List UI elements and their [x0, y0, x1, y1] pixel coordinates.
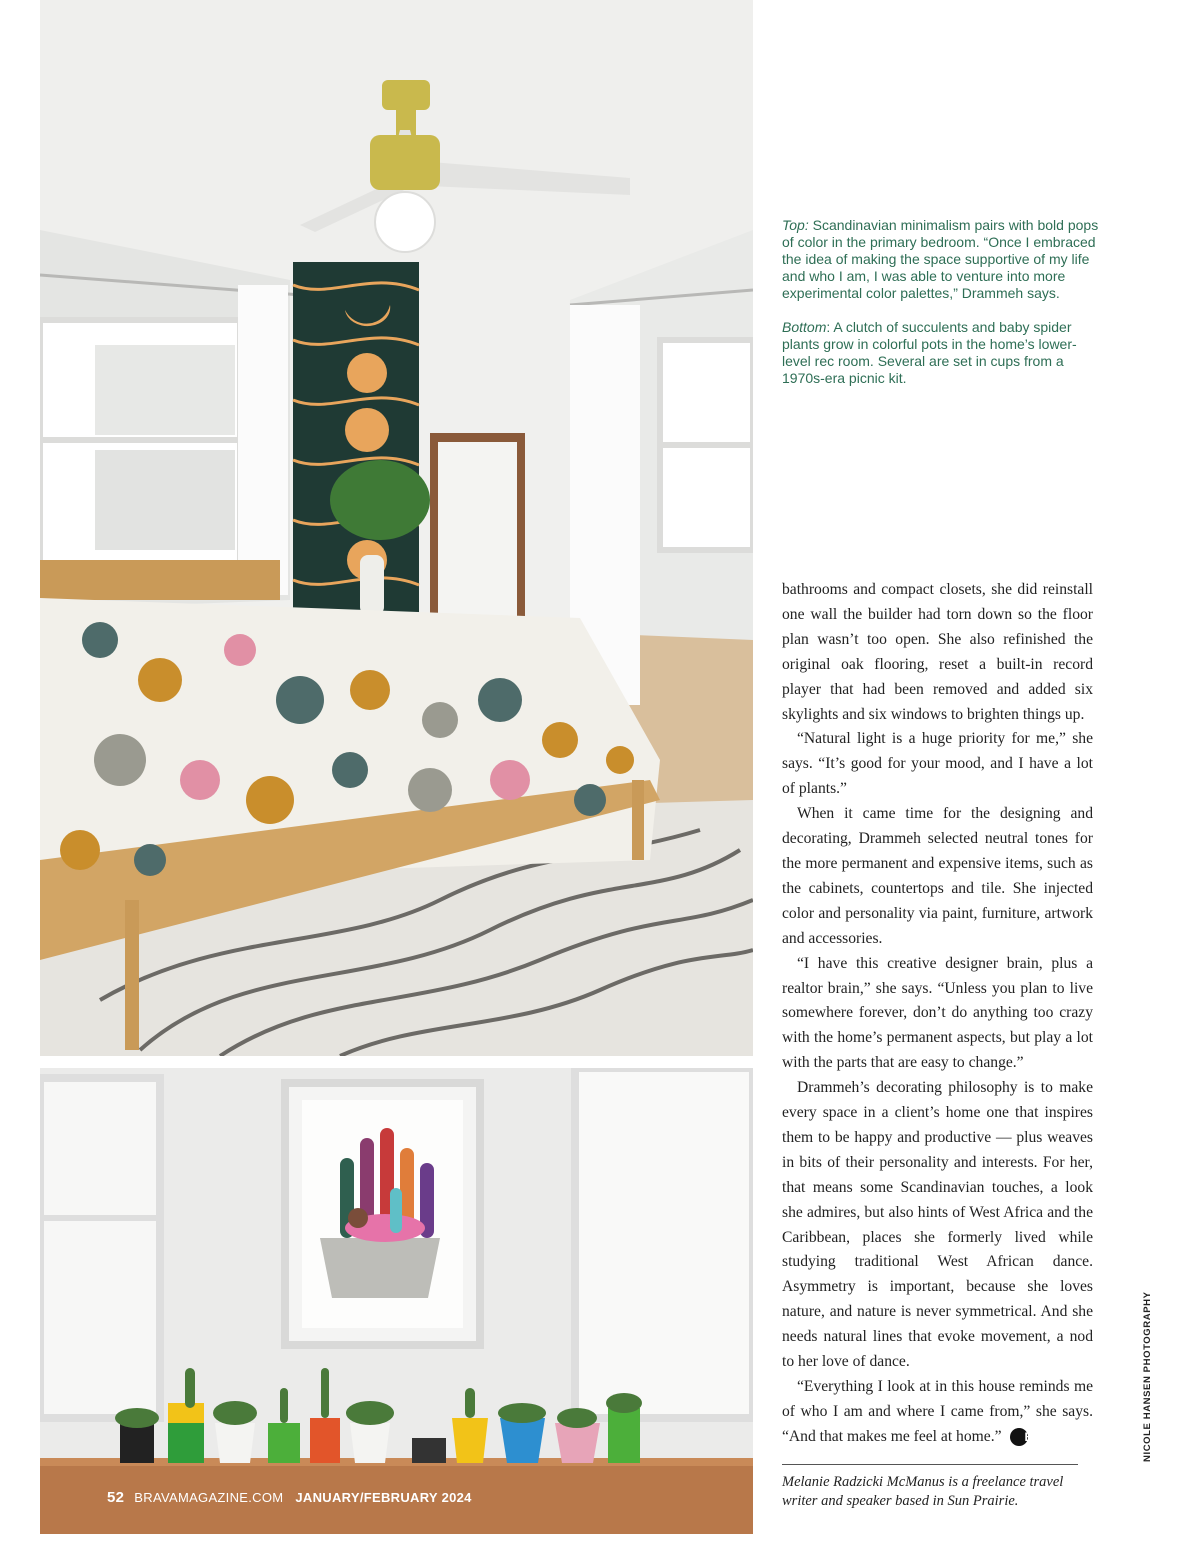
footer-issue: JANUARY/FEBRUARY 2024 [295, 1490, 472, 1505]
article-paragraph-last [782, 1375, 1093, 1450]
article-paragraph: “Natural light is a huge priority for me,” she says. “It’s good for your mood, and I have a lot of plants.” [782, 730, 1093, 798]
photo-credit: NICOLE HANSEN PHOTOGRAPHY [1142, 1291, 1153, 1462]
article-paragraph-text: “Everything I look at in this house reminds me of who I am and where I came from,” she says. “And that makes me feel at home.” [782, 1378, 1093, 1445]
caption-top-text: Scandinavian minimalism pairs with bold pops of color in the primary bedroom. “Once I embraced the idea of making the space supportive of my life and who I am, I was able to venture into more experimental color palettes,” Drammeh says. [782, 217, 1099, 301]
article-paragraph: bathrooms and compact closets, she did reinstall one wall the builder had torn down so the floor plan wasn’t too open. She also refinished the original oak flooring, reset a built-in record player that had been removed and added six skylights and six windows to brighten things up. [782, 581, 1093, 723]
succulents-illustration [40, 1068, 753, 1534]
author-bio: Melanie Radzicki McManus is a freelance travel writer and speaker based in Sun Prairie. [782, 1474, 1064, 1509]
page-footer [107, 1489, 472, 1506]
caption-bottom [782, 319, 1102, 387]
article-paragraph: When it came time for the designing and decorating, Drammeh selected neutral tones for the more permanent and expensive items, such as the cabinets, countertops and tile. She injected color and personality via paint, furniture, artwork and accessories. [782, 805, 1093, 947]
page-number: 52 [107, 1489, 125, 1506]
bio-divider [782, 1464, 1078, 1465]
footer-site: BRAVAMAGAZINE.COM [134, 1490, 284, 1505]
photo-succulents [40, 1068, 753, 1534]
caption-bottom-label: Bottom [782, 319, 827, 335]
bedroom-illustration [40, 0, 753, 1056]
article-paragraph: “I have this creative designer brain, plus a realtor brain,” she says. “Unless you plan to live somewhere forever, don’t do anything too crazy with the home’s permanent aspects, but play a lot with the parts that are easy to change.” [782, 954, 1093, 1072]
photo-bedroom [40, 0, 753, 1056]
caption-top [782, 217, 1102, 302]
article-body [782, 578, 1093, 1450]
article-paragraph: Drammeh’s decorating philosophy is to make every space in a client’s home one that inspires them to be happy and productive — plus weaves in bits of their personality and interests. For her, that means some Scandinavian touches, a look she admires, but also hints of West Africa and the Caribbean, places she formerly lived while studying traditional West African dance. Asymmetry is important, because she loves nature, and nature is never symmetrical. And she needs natural lines that evoke movement, a nod to her love of dance. [782, 1079, 1093, 1371]
caption-bottom-text: : A clutch of succulents and baby spider plants grow in colorful pots in the home’s lower-level rec room. Several are set in cups from a 1970s-era picnic kit. [782, 319, 1077, 386]
photo-captions [782, 217, 1102, 404]
caption-top-label: Top: [782, 217, 809, 233]
end-mark-icon: B [1010, 1428, 1028, 1446]
